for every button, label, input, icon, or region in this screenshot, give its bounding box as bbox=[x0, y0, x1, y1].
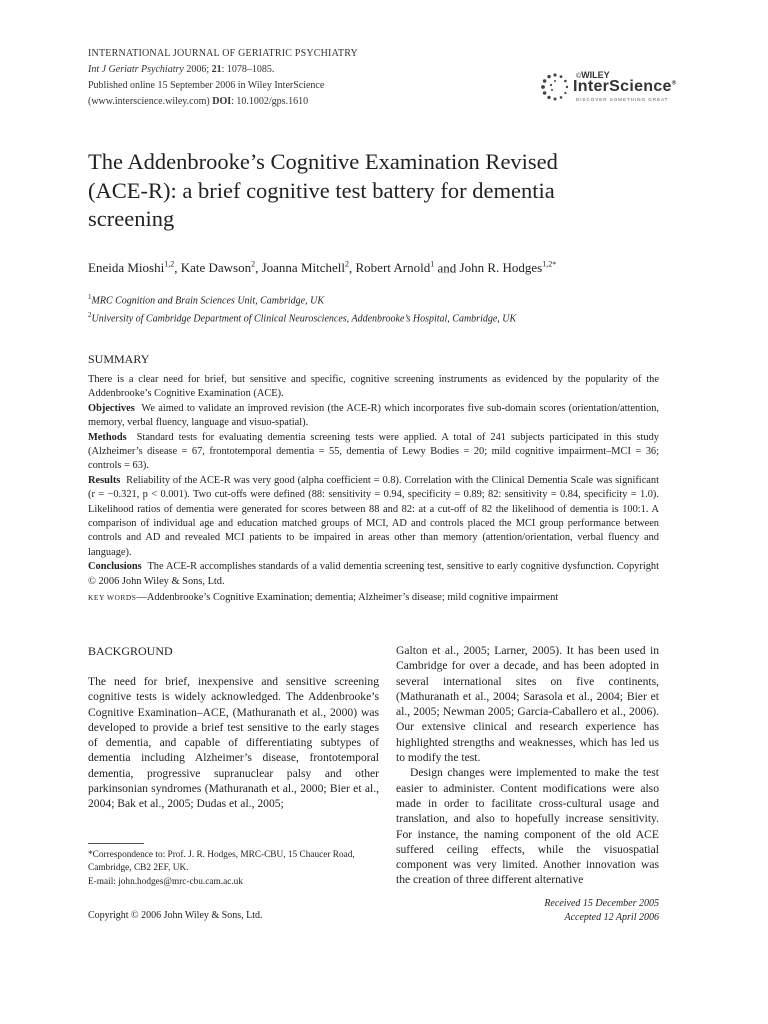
affiliation: $^1$MRC Cognition and Brain Sciences Unit, Cambridge, UK bbox=[88, 293, 324, 307]
affiliations bbox=[88, 290, 516, 327]
background-heading: BACKGROUND bbox=[88, 644, 173, 658]
accepted-date: Accepted 12 April 2006 bbox=[564, 911, 659, 923]
article-dates bbox=[544, 897, 659, 924]
doi-label: DOI bbox=[212, 96, 232, 107]
abstract-conclusions: Conclusions The ACE-R accomplishes standards of a valid dementia screening test, sensitive to early cognitive dysfunction. Copyright © 2006 John Wiley & Sons, Ltd. bbox=[88, 561, 660, 587]
abstract-intro: There is a clear need for brief, but sensitive and specific, cognitive screening instruments as evidenced by the popularity of the Addenbrooke’s Cognitive Examination (ACE). bbox=[88, 374, 659, 400]
citation-journal: Int J Geriatr Psychiatry bbox=[88, 64, 184, 75]
author-list: Eneida Mioshi$^{1,2}$, Kate Dawson$^2$, Joanna Mitchell$^2$, Robert Arnold$^1$ and John R. Hodges$^{1,2*}$ bbox=[88, 260, 557, 276]
author[interactable]: Kate Dawson$^2$ bbox=[180, 260, 256, 276]
journal-doi-line bbox=[88, 94, 358, 110]
abstract-results: Results Reliability of the ACE-R was very good (alpha coefficient = 0.8). Correlation with the Clinical Dementia Scale was significant (r = −0.321, p < 0.001). Two cut-offs were defined (88: sensitivity = 0.94, specificity = 0.89; 82: sensitivity = 0.84, specificity = 1.0). Likelihood ratios of dementia were generated for scores between 88 and 82: at a cut-off of 82 the likelihood of dementia is 100:1. A comparison of individual age and education matched groups of MCI, AD and controls placed the MCI group performance between controls and AD and revealed MCI patients to be impaired in areas other than memory (attention/orientation, verbal fluency and language). bbox=[88, 474, 659, 558]
author[interactable]: Eneida Mioshi$^{1,2}$ bbox=[88, 260, 175, 276]
journal-url[interactable]: (www.interscience.wiley.com) bbox=[88, 96, 210, 107]
citation-year: 2006; bbox=[186, 64, 210, 75]
author[interactable]: Joanna Mitchell$^2$ bbox=[261, 260, 349, 276]
wiley-interscience-logo bbox=[540, 70, 677, 106]
keywords: KEY WORDS—Addenbrooke’s Cognitive Examination; dementia; Alzheimer’s disease; mild cognitive impairment bbox=[88, 592, 559, 603]
summary-heading: SUMMARY bbox=[88, 352, 150, 366]
keywords-label: KEY WORDS bbox=[88, 593, 137, 602]
interscience-wordmark: InterScience® bbox=[573, 78, 677, 95]
abstract-methods: Methods Standard tests for evaluating dementia screening tests were applied. A total of 241 subjects participated in this study (Alzheimer’s disease = 67, frontotemporal dementia = 55, dementia of Lewy Bodies = 20; mild cognitive impairment–MCI = 36; controls = 63). bbox=[88, 431, 660, 472]
correspondence-email[interactable]: E-mail: john.hodges@mrc-cbu.cam.ac.uk bbox=[88, 876, 243, 887]
abstract-objectives: Objectives We aimed to validate an improved revision (the ACE-R) which incorporates five sub-domain scores (orientation/attention, memory, verbal fluency, language and visuo-spatial). bbox=[88, 402, 659, 429]
wiley-wordmark: ©WILEY bbox=[576, 70, 610, 80]
correspondence-address: *Correspondence to: Prof. J. R. Hodges, MRC-CBU, 15 Chaucer Road, Cambridge, CB2 2EF, UK. bbox=[88, 850, 355, 874]
affiliation: $^2$University of Cambridge Department of Clinical Neurosciences, Addenbrooke’s Hospital, Cambridge, UK bbox=[88, 311, 517, 325]
journal-header bbox=[88, 46, 358, 110]
keywords-list: Addenbrooke’s Cognitive Examination; dementia; Alzheimer’s disease; mild cognitive impairment bbox=[146, 592, 559, 603]
abstract bbox=[88, 373, 659, 589]
citation-volume: 21 bbox=[211, 64, 222, 75]
author[interactable]: Robert Arnold$^1$ bbox=[355, 260, 435, 276]
received-date: Received 15 December 2005 bbox=[544, 898, 659, 909]
citation-pages: : 1078–1085. bbox=[221, 64, 275, 75]
dot-ring-icon bbox=[540, 72, 570, 102]
logo-tagline: DISCOVER SOMETHING GREAT bbox=[576, 97, 669, 102]
copyright-notice: Copyright © 2006 John Wiley & Sons, Ltd. bbox=[88, 910, 263, 921]
journal-name: INTERNATIONAL JOURNAL OF GERIATRIC PSYCHIATRY bbox=[88, 48, 358, 59]
background-paragraph: Design changes were implemented to make the test easier to administer. Content modifications were also made in order to facilitate cross-cultural usage and translation, and also to hopefully increase sensitivity. For instance, the naming component of the old ACE suffered ceiling effects, while the visuospatial component was very limited. Another innovation was the creation of three different alternative bbox=[396, 766, 659, 887]
background-paragraph: The need for brief, inexpensive and sensitive screening cognitive tests is widely acknowledged. The Addenbrooke’s Cognitive Examination–ACE, (Mathuranath et al., 2000) was developed to provide a brief test sensitive to the early stages of dementia, and capable of differentiating subtypes of dementia including Alzheimer’s disease, frontotemporal dementia, progressive supranuclear palsy and other parkinsonian syndromes (Mathuranath et al., 2000; Bier et al., 2004; Bak et al., 2005; Dudas et al., 2005; bbox=[88, 675, 379, 811]
background-column-1 bbox=[88, 674, 379, 812]
background-paragraph: Galton et al., 2005; Larner, 2005). It has been used in Cambridge for over a decade, and has been adopted in several international sites on five continents, (Mathuranath et al., 2004; Sarasola et al., 2004; Bier et al., 2005; Newman 2005; Garcia-Caballero et al., 2006). Our extensive clinical and research experience has highlighted strengths and weaknesses, which has led us to modify the test. bbox=[396, 644, 659, 765]
journal-published: Published online 15 September 2006 in Wiley InterScience bbox=[88, 80, 325, 91]
correspondence-footnote bbox=[88, 849, 380, 889]
doi-value[interactable]: : 10.1002/gps.1610 bbox=[231, 96, 309, 107]
journal-citation bbox=[88, 62, 358, 78]
article-title: The Addenbrooke’s Cognitive Examination Revised (ACE-R): a brief cognitive test battery for dementia screening bbox=[88, 149, 558, 231]
background-column-2 bbox=[396, 643, 659, 888]
author[interactable]: John R. Hodges$^{1,2}$ bbox=[459, 260, 553, 276]
footnote-divider bbox=[88, 843, 144, 844]
